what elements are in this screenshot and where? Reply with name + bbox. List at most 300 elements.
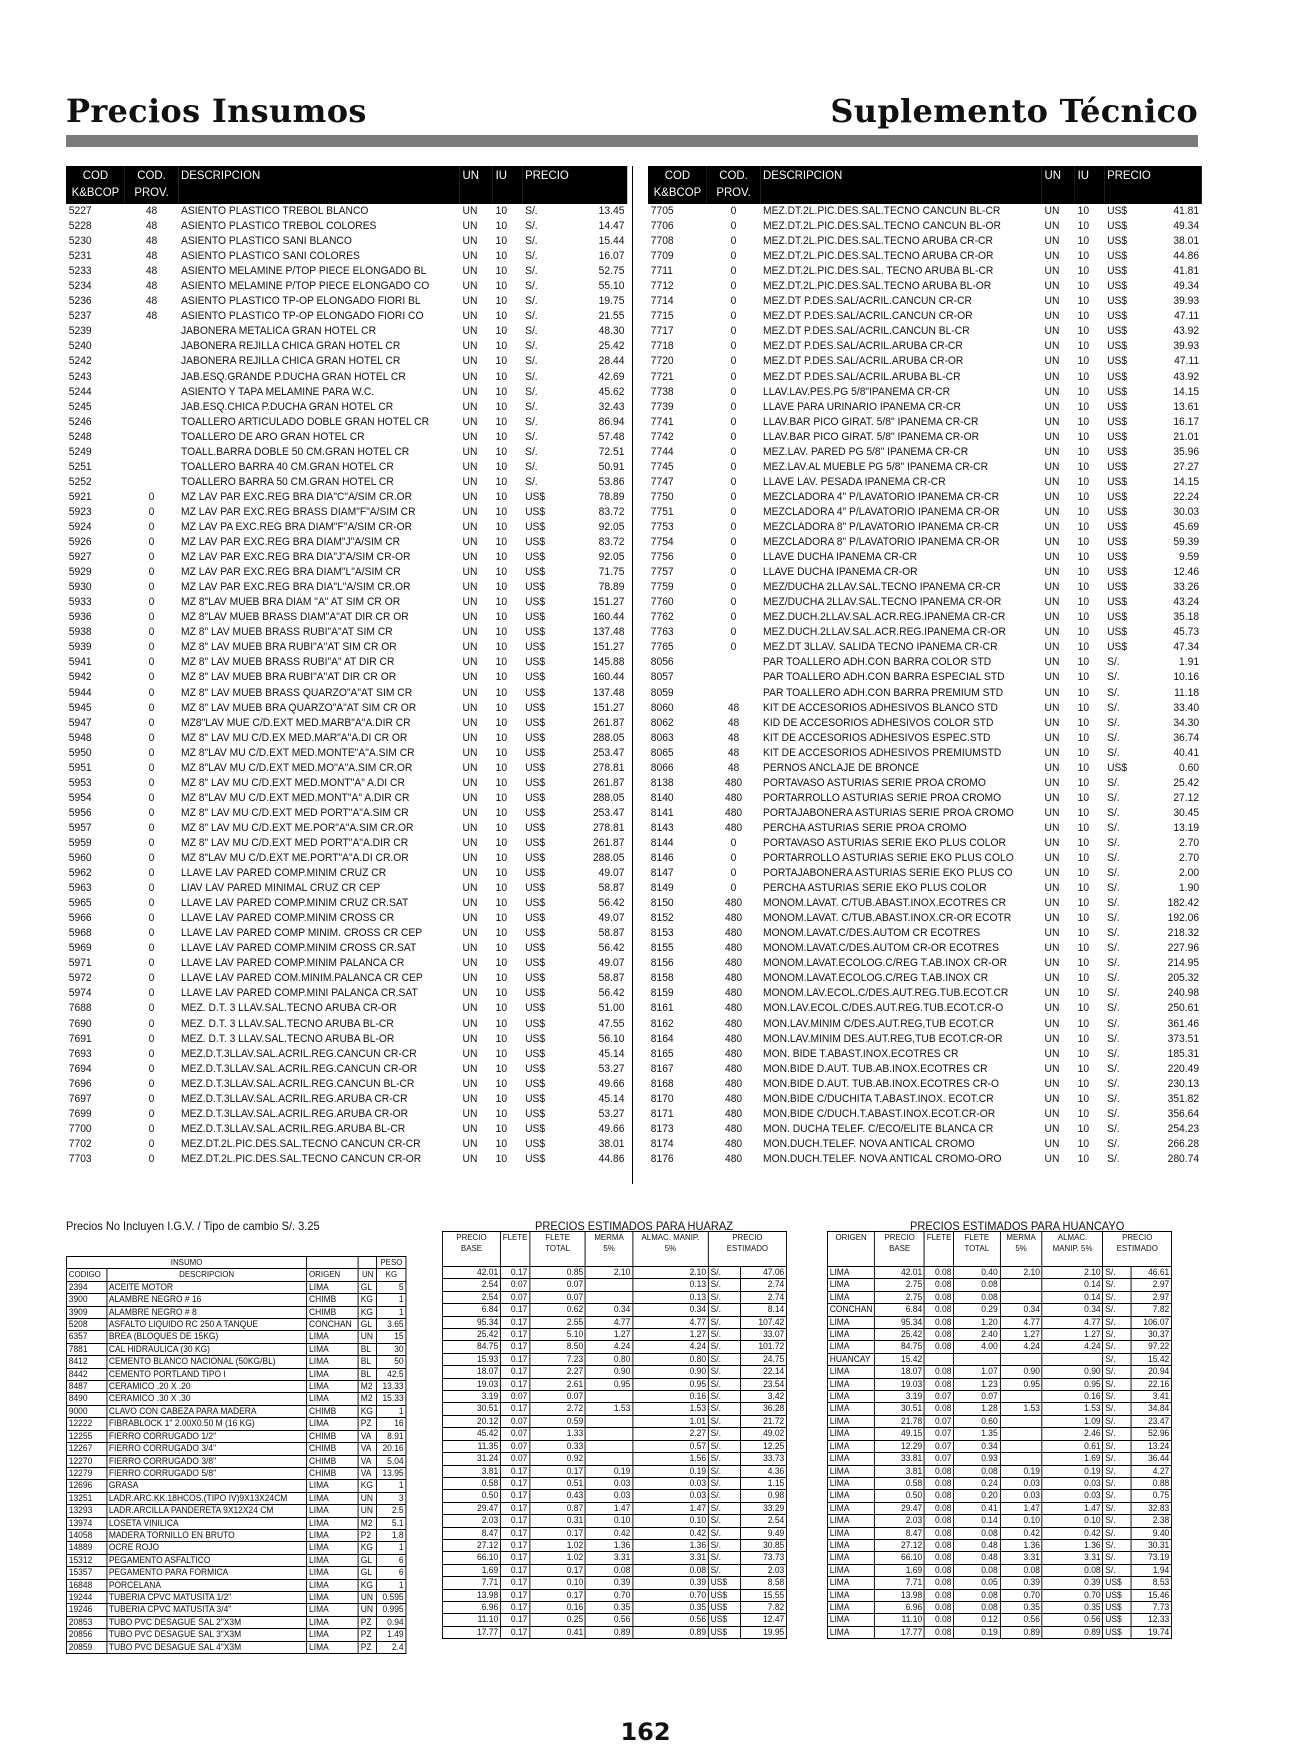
- insumo-cell: 9000: [66, 1405, 106, 1417]
- table-cell: 5974: [68, 987, 92, 1000]
- table-cell: 5231: [68, 250, 92, 263]
- table-cell: UN: [462, 280, 478, 293]
- table-cell: MEZ.D.T.3LLAV.SAL.ACRIL.REG.CANCUN CR-CR: [181, 1047, 417, 1060]
- huaraz-cell: 0.42: [633, 1527, 709, 1539]
- insumo-cell: FIBRABLOCK 1" 2.00X0.50 M (16 KG): [107, 1418, 307, 1430]
- table-cell: 10: [495, 340, 508, 353]
- table-cell: 10: [495, 882, 508, 895]
- huancayo-cell: 2.75: [875, 1291, 925, 1303]
- table-cell: US$: [1107, 325, 1128, 338]
- table-cell: 7745: [650, 460, 674, 473]
- table-row: [66, 565, 627, 580]
- huancayo-header: MERMA 5%: [1000, 1232, 1042, 1267]
- table-cell: 7765: [650, 641, 674, 654]
- table-cell: 0: [730, 867, 737, 880]
- huaraz-cell: 12.47: [740, 1614, 786, 1626]
- table-cell: 5243: [68, 370, 92, 383]
- table-cell: 25.42: [598, 340, 625, 353]
- huancayo-cell: 0.29: [954, 1304, 1000, 1316]
- huaraz-cell: 84.75: [442, 1341, 500, 1353]
- table-cell: UN: [462, 1152, 478, 1165]
- table-cell: 0: [730, 295, 737, 308]
- huancayo-cell: 12.33: [1131, 1614, 1172, 1626]
- huaraz-cell: 15.55: [740, 1589, 786, 1601]
- insumo-cell: LIMA: [307, 1381, 359, 1393]
- table-cell: 45.62: [598, 385, 625, 398]
- table-row: [648, 400, 1202, 415]
- table-cell: UN: [462, 942, 478, 955]
- huaraz-row: [442, 1626, 786, 1638]
- table-cell: 0: [730, 551, 737, 564]
- table-cell: 5923: [68, 505, 92, 518]
- table-cell: UN: [462, 250, 478, 263]
- insumo-cell: 3900: [66, 1294, 106, 1306]
- table-cell: MON. BIDE T.ABAST.INOX.ECOTRES CR: [763, 1047, 959, 1060]
- insumo-header: INSUMO: [66, 1257, 306, 1269]
- huancayo-cell: 95.34: [875, 1316, 925, 1328]
- table-row: [648, 821, 1202, 836]
- insumo-cell: 14889: [66, 1542, 106, 1554]
- table-cell: 0: [148, 882, 155, 895]
- table-cell: MEZCLADORA 8" P/LAVATORIO IPANEMA CR-OR: [763, 536, 1000, 549]
- table-cell: UN: [462, 806, 478, 819]
- table-cell: 0: [148, 821, 155, 834]
- table-cell: 8158: [650, 972, 674, 985]
- table-cell: US$: [1107, 295, 1128, 308]
- table-cell: UN: [462, 701, 478, 714]
- table-cell: 10: [495, 761, 508, 774]
- table-cell: 480: [724, 806, 743, 819]
- huancayo-cell: 34.84: [1131, 1403, 1172, 1415]
- table-cell: 58.87: [598, 882, 625, 895]
- huancayo-cell: LIMA: [827, 1428, 874, 1440]
- insumo-cell: LOSETA VINILICA: [107, 1517, 307, 1529]
- table-cell: 356.64: [1167, 1107, 1200, 1120]
- huaraz-cell: 0.17: [500, 1539, 529, 1551]
- huaraz-cell: 0.90: [585, 1366, 632, 1378]
- table-cell: 28.44: [598, 355, 625, 368]
- huaraz-cell: 0.17: [500, 1564, 529, 1576]
- huaraz-cell: S/.: [708, 1552, 740, 1564]
- table-row: [648, 911, 1202, 926]
- huaraz-cell: 12.25: [740, 1440, 786, 1452]
- table-row: [648, 1107, 1202, 1122]
- huancayo-cell: CONCHAN: [827, 1304, 874, 1316]
- huancayo-cell: 18.07: [875, 1366, 925, 1378]
- table-cell: 10: [495, 1077, 508, 1090]
- huancayo-cell: S/.: [1103, 1341, 1131, 1353]
- huancayo-cell: LIMA: [827, 1577, 874, 1589]
- table-cell: US$: [525, 505, 546, 518]
- huancayo-cell: US$: [1103, 1614, 1131, 1626]
- table-cell: 8161: [650, 1002, 674, 1015]
- table-cell: US$: [1107, 235, 1128, 248]
- table-row: [648, 686, 1202, 701]
- table-cell: UN: [462, 596, 478, 609]
- table-cell: UN: [462, 611, 478, 624]
- huaraz-header: ALMAC. MANIP. 5%: [633, 1232, 709, 1267]
- huaraz-cell: 0.80: [585, 1353, 632, 1365]
- table-cell: MEZ.D.T.3LLAV.SAL.ACRIL.REG.ARUBA CR-CR: [181, 1092, 408, 1105]
- huaraz-cell: 0.70: [585, 1589, 632, 1601]
- table-cell: 10: [495, 460, 508, 473]
- insumo-cell: 2394: [66, 1281, 106, 1293]
- huancayo-cell: 20.94: [1131, 1366, 1172, 1378]
- table-cell: MZ 8" LAV MUEB BRA RUBI"A"AT SIM CR OR: [181, 641, 397, 654]
- table-cell: 52.75: [598, 265, 625, 278]
- table-cell: 10: [1077, 385, 1090, 398]
- table-cell: UN: [462, 340, 478, 353]
- table-cell: US$: [525, 806, 546, 819]
- table-cell: MZ LAV PAR EXC.REG BRA DIA"L"A/SIM CR.OR: [181, 581, 411, 594]
- huancayo-cell: 1.69: [1042, 1453, 1103, 1465]
- table-cell: 373.51: [1167, 1032, 1200, 1045]
- table-cell: UN: [1044, 806, 1060, 819]
- huancayo-cell: LIMA: [827, 1539, 874, 1551]
- table-cell: US$: [1107, 355, 1128, 368]
- table-cell: S/.: [525, 235, 538, 248]
- huaraz-row: [442, 1477, 786, 1489]
- table-row: [648, 294, 1202, 309]
- table-cell: 48: [145, 235, 158, 248]
- table-cell: 7714: [650, 295, 674, 308]
- table-row: [648, 520, 1202, 535]
- table-cell: [707, 670, 760, 685]
- huaraz-cell: 0.39: [633, 1577, 709, 1589]
- table-cell: 5963: [68, 882, 92, 895]
- insumo-cell: 5.1: [377, 1517, 406, 1529]
- huancayo-cell: S/.: [1103, 1465, 1131, 1477]
- table-cell: S/.: [1107, 716, 1120, 729]
- table-cell: 480: [724, 1107, 743, 1120]
- table-cell: US$: [525, 882, 546, 895]
- huaraz-row: [442, 1577, 786, 1589]
- huaraz-row: [442, 1415, 786, 1427]
- insumo-cell: 1: [377, 1579, 406, 1591]
- insumo-cell: GL: [358, 1281, 376, 1293]
- table-cell: MEZCLADORA 8" P/LAVATORIO IPANEMA CR-CR: [763, 520, 1000, 533]
- table-cell: 10: [1077, 280, 1090, 293]
- table-cell: UN: [1044, 220, 1060, 233]
- insumo-cell: 8.91: [377, 1430, 406, 1442]
- table-cell: S/.: [525, 325, 538, 338]
- table-cell: ASIENTO PLASTICO SANI COLORES: [181, 250, 360, 263]
- huancayo-cell: US$: [1103, 1626, 1131, 1638]
- table-row: [648, 956, 1202, 971]
- table-cell: US$: [1107, 340, 1128, 353]
- huaraz-cell: S/.: [708, 1316, 740, 1328]
- table-row: [66, 881, 627, 896]
- table-cell: 8171: [650, 1107, 674, 1120]
- table-cell: US$: [525, 791, 546, 804]
- table-cell: MZ 8"LAV MU C/D.EXT MED.MONT"A" A.DIR CR: [181, 791, 410, 804]
- huancayo-cell: 4.27: [1131, 1465, 1172, 1477]
- huaraz-cell: 0.07: [500, 1428, 529, 1440]
- table-cell: 7709: [650, 250, 674, 263]
- table-cell: MEZ.DUCH.2LLAV.SAL.ACR.REG.IPANEMA CR-CR: [763, 611, 1006, 624]
- table-cell: 0: [730, 536, 737, 549]
- huancayo-row: [827, 1378, 1171, 1390]
- table-row: [66, 701, 627, 716]
- table-cell: 5945: [68, 701, 92, 714]
- huaraz-cell: 31.24: [442, 1453, 500, 1465]
- table-cell: PAR TOALLERO ADH.CON BARRA PREMIUM STD: [763, 686, 1004, 699]
- insumo-cell: GL: [358, 1554, 376, 1566]
- table-cell: LLAVE LAV PARED COMP MINIM. CROSS CR CEP: [181, 927, 423, 940]
- table-cell: 8164: [650, 1032, 674, 1045]
- table-cell: US$: [525, 581, 546, 594]
- table-cell: 10: [495, 430, 508, 443]
- table-cell: 41.81: [1173, 265, 1200, 278]
- huancayo-cell: S/.: [1103, 1316, 1131, 1328]
- table-cell: 0: [148, 551, 155, 564]
- huaraz-row: [442, 1341, 786, 1353]
- insumo-cell: VA: [358, 1443, 376, 1455]
- table-cell: UN: [462, 686, 478, 699]
- table-cell: 53.27: [598, 1107, 625, 1120]
- insumo-cell: 5208: [66, 1319, 106, 1331]
- table-row: [66, 1107, 627, 1122]
- table-cell: 78.89: [598, 490, 625, 503]
- table-cell: US$: [1107, 520, 1128, 533]
- table-row: [648, 370, 1202, 385]
- table-cell: 0: [730, 520, 737, 533]
- insumo-row: [66, 1542, 405, 1554]
- table-cell: UN: [1044, 295, 1060, 308]
- huancayo-row: [827, 1539, 1171, 1551]
- table-cell: 30.45: [1173, 806, 1200, 819]
- table-cell: 48.30: [598, 325, 625, 338]
- table-cell: S/.: [1107, 1062, 1120, 1075]
- table-cell: 7756: [650, 551, 674, 564]
- huancayo-cell: LIMA: [827, 1291, 874, 1303]
- table-cell: UN: [1044, 867, 1060, 880]
- table-cell: 5939: [68, 641, 92, 654]
- huancayo-cell: 42.01: [875, 1267, 925, 1279]
- insumo-row: [66, 1591, 405, 1603]
- huaraz-cell: 0.17: [530, 1589, 586, 1601]
- insumo-cell: 13974: [66, 1517, 106, 1529]
- table-cell: 0: [148, 1077, 155, 1090]
- table-cell: 0: [730, 490, 737, 503]
- table-cell: 205.32: [1167, 972, 1200, 985]
- huancayo-cell: 1.27: [1000, 1329, 1042, 1341]
- table-cell: 5971: [68, 957, 92, 970]
- huancayo-cell: LIMA: [827, 1329, 874, 1341]
- huaraz-table: [442, 1231, 787, 1639]
- huaraz-cell: 1.47: [633, 1502, 709, 1514]
- table-cell: S/.: [525, 280, 538, 293]
- insumo-row: [66, 1405, 405, 1417]
- huaraz-cell: 0.17: [500, 1267, 529, 1279]
- table-cell: MZ 8"LAV MU C/D.EXT ME.PORT"A"A.DI CR.OR: [181, 852, 409, 865]
- table-cell: 7717: [650, 325, 674, 338]
- table-cell: 0: [148, 957, 155, 970]
- table-cell: 5230: [68, 235, 92, 248]
- table-cell: 14.15: [1173, 475, 1200, 488]
- huancayo-cell: 19.74: [1131, 1626, 1172, 1638]
- insumo-cell: BL: [358, 1343, 376, 1355]
- table-cell: US$: [1107, 505, 1128, 518]
- huaraz-cell: 0.56: [585, 1614, 632, 1626]
- huaraz-cell: 49.02: [740, 1428, 786, 1440]
- table-cell: 480: [724, 791, 743, 804]
- table-cell: 13.61: [1173, 400, 1200, 413]
- huaraz-row: [442, 1564, 786, 1576]
- table-cell: S/.: [1107, 791, 1120, 804]
- table-cell: LLAVE DUCHA IPANEMA CR-CR: [763, 551, 918, 564]
- huaraz-cell: 2.03: [442, 1515, 500, 1527]
- insumo-cell: CHIMB: [307, 1405, 359, 1417]
- table-cell: UN: [1044, 1152, 1060, 1165]
- huaraz-cell: 0.17: [500, 1353, 529, 1365]
- table-row: [66, 971, 627, 986]
- insumo-cell: ALAMBRE NEGRO # 8: [107, 1306, 307, 1318]
- table-cell: 10: [1077, 475, 1090, 488]
- table-cell: 10: [495, 806, 508, 819]
- table-cell: 0: [148, 716, 155, 729]
- table-cell: UN: [462, 475, 478, 488]
- table-cell: 0: [730, 581, 737, 594]
- table-cell: 10: [495, 686, 508, 699]
- table-cell: US$: [525, 1122, 546, 1135]
- table-row: [648, 971, 1202, 986]
- table-cell: 10: [1077, 641, 1090, 654]
- table-cell: 10: [1077, 671, 1090, 684]
- insumo-cell: UN: [358, 1591, 376, 1603]
- insumo-cell: UN: [358, 1492, 376, 1504]
- table-cell: MZ LAV PA EXC.REG BRA DIAM"F"A/SIM CR-OR: [181, 520, 413, 533]
- table-cell: [125, 400, 178, 415]
- huancayo-cell: S/.: [1103, 1515, 1131, 1527]
- table-cell: 8146: [650, 852, 674, 865]
- table-cell: S/.: [1107, 746, 1120, 759]
- huancayo-cell: US$: [1103, 1589, 1131, 1601]
- table-cell: 10: [495, 1062, 508, 1075]
- table-cell: 10: [495, 280, 508, 293]
- huancayo-cell: 0.03: [1042, 1477, 1103, 1489]
- table-row: [648, 1032, 1202, 1047]
- table-row: [648, 580, 1202, 595]
- huaraz-cell: 20.12: [442, 1415, 500, 1427]
- insumo-cell: 6357: [66, 1331, 106, 1343]
- table-cell: LLAVE LAV. PESADA IPANEMA CR-CR: [763, 475, 946, 488]
- huaraz-cell: 23.54: [740, 1378, 786, 1390]
- cod-kbcop-header: COD K&BCOP: [648, 166, 707, 204]
- table-cell: 53.27: [598, 1062, 625, 1075]
- table-cell: 480: [724, 1047, 743, 1060]
- insumo-cell: PEGAMENTO PARA FORMICA: [107, 1567, 307, 1579]
- table-cell: S/.: [525, 295, 538, 308]
- huaraz-cell: S/.: [708, 1539, 740, 1551]
- huancayo-cell: 0.08: [924, 1539, 953, 1551]
- huaraz-cell: 0.59: [530, 1415, 586, 1427]
- table-cell: 8150: [650, 897, 674, 910]
- table-cell: 8152: [650, 912, 674, 925]
- huaraz-row: [442, 1502, 786, 1514]
- huancayo-cell: 1.09: [1042, 1415, 1103, 1427]
- insumo-cell: 8487: [66, 1381, 106, 1393]
- table-cell: 92.05: [598, 520, 625, 533]
- huancayo-cell: 2.10: [1000, 1267, 1042, 1279]
- insumo-cell: 8442: [66, 1368, 106, 1380]
- table-cell: 10: [1077, 415, 1090, 428]
- huancayo-cell: 0.08: [1042, 1564, 1103, 1576]
- insumo-row: [66, 1381, 405, 1393]
- table-row: [66, 249, 627, 264]
- insumo-cell: LADR.ARCILLA PANDERETA 9X12X24 CM: [107, 1505, 307, 1517]
- table-row: [66, 1047, 627, 1062]
- table-cell: 44.86: [598, 1152, 625, 1165]
- table-cell: 5240: [68, 340, 92, 353]
- huaraz-cell: 0.17: [500, 1589, 529, 1601]
- huancayo-cell: S/.: [1103, 1490, 1131, 1502]
- table-cell: 8065: [650, 746, 674, 759]
- table-cell: 10: [1077, 836, 1090, 849]
- table-cell: US$: [525, 656, 546, 669]
- table-cell: [125, 385, 178, 400]
- table-row: [66, 640, 627, 655]
- price-table-left: [66, 166, 627, 1167]
- table-cell: UN: [462, 536, 478, 549]
- table-cell: 15.44: [598, 235, 625, 248]
- insumo-cell: LIMA: [307, 1356, 359, 1368]
- table-cell: S/.: [525, 265, 538, 278]
- huancayo-cell: [1000, 1291, 1042, 1303]
- huancayo-row: [827, 1403, 1171, 1415]
- insumo-cell: UN: [358, 1505, 376, 1517]
- table-cell: MZ LAV PAR EXC.REG BRA DIAM"L"A/SIM CR: [181, 566, 401, 579]
- table-cell: 0: [148, 776, 155, 789]
- huancayo-cell: 4.00: [954, 1341, 1000, 1353]
- huaraz-cell: 2.74: [740, 1291, 786, 1303]
- table-cell: UN: [462, 671, 478, 684]
- table-cell: UN: [1044, 520, 1060, 533]
- insumo-cell: KG: [358, 1579, 376, 1591]
- table-cell: S/.: [525, 460, 538, 473]
- table-row: [66, 851, 627, 866]
- table-cell: US$: [1107, 536, 1128, 549]
- huaraz-cell: S/.: [708, 1366, 740, 1378]
- table-cell: 7706: [650, 220, 674, 233]
- table-cell: 5242: [68, 355, 92, 368]
- huaraz-cell: 30.85: [740, 1539, 786, 1551]
- insumo-cell: UN: [358, 1331, 376, 1343]
- table-cell: 5953: [68, 776, 92, 789]
- table-cell: PORTAVASO ASTURIAS SERIE PROA CROMO: [763, 776, 986, 789]
- table-cell: UN: [462, 957, 478, 970]
- huaraz-cell: 0.35: [633, 1601, 709, 1613]
- table-cell: 56.10: [598, 1032, 625, 1045]
- huaraz-cell: 0.80: [633, 1353, 709, 1365]
- huancayo-cell: 3.41: [1131, 1391, 1172, 1403]
- table-cell: 10: [1077, 626, 1090, 639]
- table-row: [648, 415, 1202, 430]
- table-cell: 7759: [650, 581, 674, 594]
- table-cell: UN: [1044, 205, 1060, 217]
- table-cell: 0: [148, 1017, 155, 1030]
- table-cell: UN: [1044, 1092, 1060, 1105]
- section-title: Suplemento Técnico: [830, 92, 1198, 130]
- insumo-cell: LIMA: [307, 1554, 359, 1566]
- insumo-cell: VA: [358, 1430, 376, 1442]
- table-cell: 0: [730, 836, 737, 849]
- insumo-cell: PZ: [358, 1641, 376, 1653]
- table-cell: S/.: [525, 250, 538, 263]
- insumo-cell: 15.33: [377, 1393, 406, 1405]
- table-cell: 7754: [650, 536, 674, 549]
- table-cell: US$: [525, 551, 546, 564]
